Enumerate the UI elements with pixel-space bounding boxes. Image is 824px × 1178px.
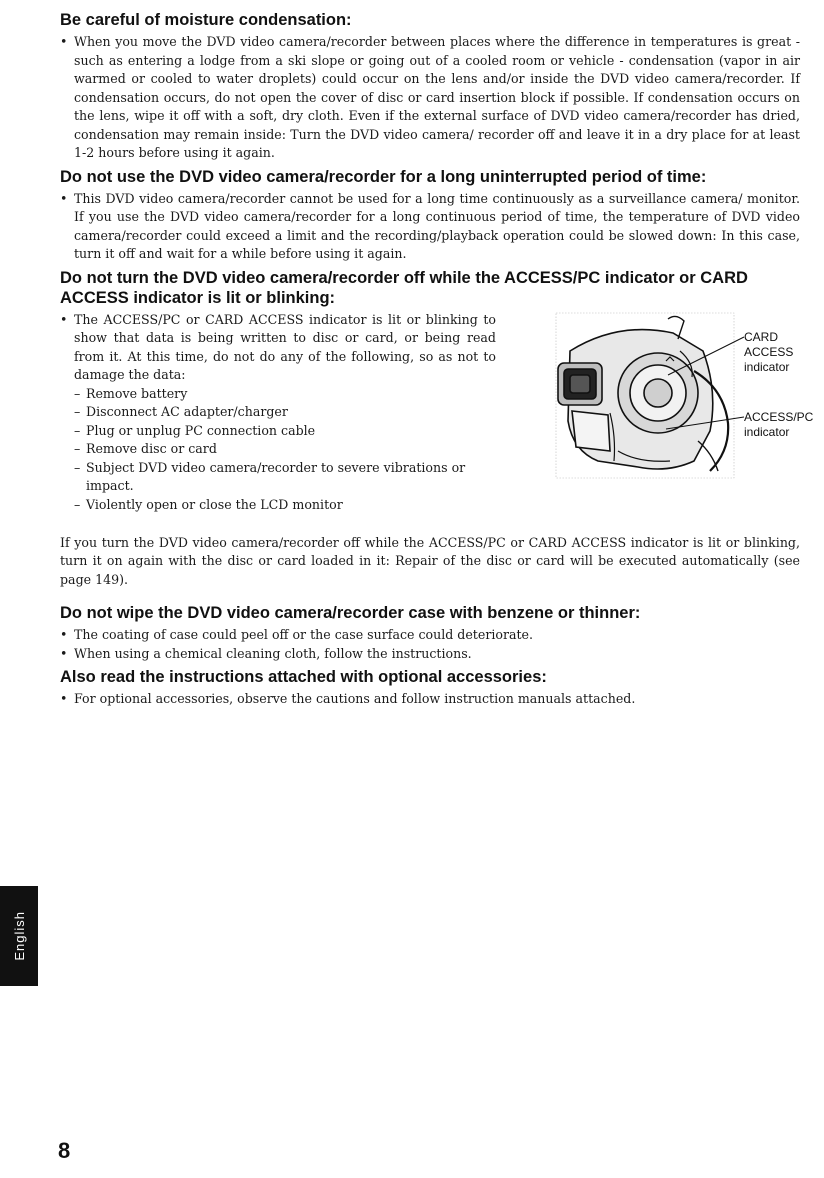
camera-icon — [558, 316, 728, 471]
list-item-text: Violently open or close the LCD monitor — [86, 496, 343, 512]
heading-accessories: Also read the instructions attached with optional accessories: — [60, 668, 547, 686]
card-label-line1: CARD — [744, 329, 779, 344]
dash-mark: – — [74, 441, 81, 456]
list-item-text: Plug or unplug PC connection cable — [86, 422, 316, 438]
bullet-text: When using a chemical cleaning cloth, follow the instructions. — [74, 645, 472, 661]
page-content — [60, 8, 814, 713]
pc-label-line2: indicator — [744, 424, 790, 439]
camera-illustration — [498, 311, 814, 481]
access-block — [60, 311, 814, 524]
access-note: If you turn the DVD video camera/recorder off while the ACCESS/PC or CARD ACCESS indicator is lit or blinking, turn it on again with the disc or card loaded in it: Repair of the disc or card will be executed automatically (see page 149). — [60, 534, 800, 587]
section-long-use — [60, 167, 800, 264]
heading-long-use: Do not use the DVD video camera/recorder for a long uninterrupted period of time: — [60, 167, 707, 186]
list-item-text: Remove disc or card — [86, 441, 217, 456]
pc-label-line1: ACCESS/PC — [744, 409, 814, 424]
section-moisture — [60, 10, 800, 163]
bullet-dot: • — [60, 190, 68, 206]
bullet-accessories — [60, 690, 800, 709]
dash-mark: – — [74, 422, 81, 438]
bullet-text: This DVD video camera/recorder cannot be used for a long time continuously as a surveillance camera/ monitor. If you use the DVD video camera/recorder for a long continuous period of time, the temperature of DVD video camera/recorder could exceed a limit and the recording/playback operation could be slowed down: In this case, turn it off and wait for a while before using it again. — [74, 190, 800, 261]
list-item — [60, 385, 496, 404]
bullet-text: For optional accessories, observe the cautions and follow instruction manuals attached. — [74, 691, 636, 706]
section-accessories — [60, 667, 800, 709]
bullet-moisture — [60, 33, 800, 163]
bullet-dot: • — [60, 311, 68, 327]
list-item — [60, 422, 496, 441]
dash-mark: – — [74, 496, 81, 512]
bullet-dot: • — [60, 627, 68, 642]
language-tab-label: English — [11, 911, 27, 961]
list-item-text: Disconnect AC adapter/charger — [86, 404, 288, 419]
language-tab — [0, 886, 38, 986]
heading-benzene: Do not wipe the DVD video camera/recorder case with benzene or thinner: — [60, 604, 641, 622]
bullet-long-use — [60, 190, 800, 264]
heading-access: Do not turn the DVD video camera/recorder off while the ACCESS/PC indicator or CARD ACCESS indicator is lit or blinking: — [60, 268, 748, 307]
card-label-line3: indicator — [744, 359, 790, 374]
access-text — [60, 311, 496, 515]
bullet-dot: • — [60, 645, 68, 661]
card-label-line2: ACCESS — [744, 344, 794, 359]
list-item-text: Remove battery — [86, 385, 188, 401]
list-item — [60, 403, 496, 422]
heading-moisture: Be careful of moisture condensation: — [60, 11, 352, 29]
section-access — [60, 268, 814, 590]
bullet-access — [60, 311, 496, 385]
list-item — [60, 496, 496, 515]
page-number: 8 — [58, 1138, 71, 1163]
dash-mark: – — [74, 404, 81, 419]
dash-mark: – — [74, 385, 81, 401]
bullet-text: The ACCESS/PC or CARD ACCESS indicator is lit or blinking to show that data is being written to disc or card, or being read from it. At this time, do not do any of the following, so as not to damage the data: — [74, 311, 496, 382]
list-item-text: Subject DVD video camera/recorder to severe vibrations or impact. — [86, 459, 466, 493]
bullet-dot: • — [60, 34, 68, 49]
bullet-benzene-2 — [60, 645, 800, 664]
bullet-benzene-1 — [60, 626, 800, 645]
list-item — [60, 440, 496, 459]
bullet-text: The coating of case could peel off or the case surface could deteriorate. — [74, 627, 534, 642]
section-benzene — [60, 603, 800, 663]
bullet-dot: • — [60, 691, 68, 706]
dash-mark: – — [74, 459, 81, 475]
bullet-text: When you move the DVD video camera/recorder between places where the difference in temperatures is great - such as entering a lodge from a ski slope or going out of a cooled room or vehicle - condensation (vapor in air warmed or cooled to water droplets) could occur on the lens and/or inside the DVD video camera/recorder. If condensation occurs, do not open the cover of disc or card insertion block if possible. If condensation occurs on the lens, wipe it off with a soft, dry cloth. Even if the external surface of DVD video camera/recorder has dried, condensation may remain inside: Turn the DVD video camera/ recorder off and leave it in a dry place for at least 1-2 hours before using it again. — [74, 34, 800, 160]
camera-figure — [498, 311, 814, 481]
list-item — [60, 459, 496, 496]
